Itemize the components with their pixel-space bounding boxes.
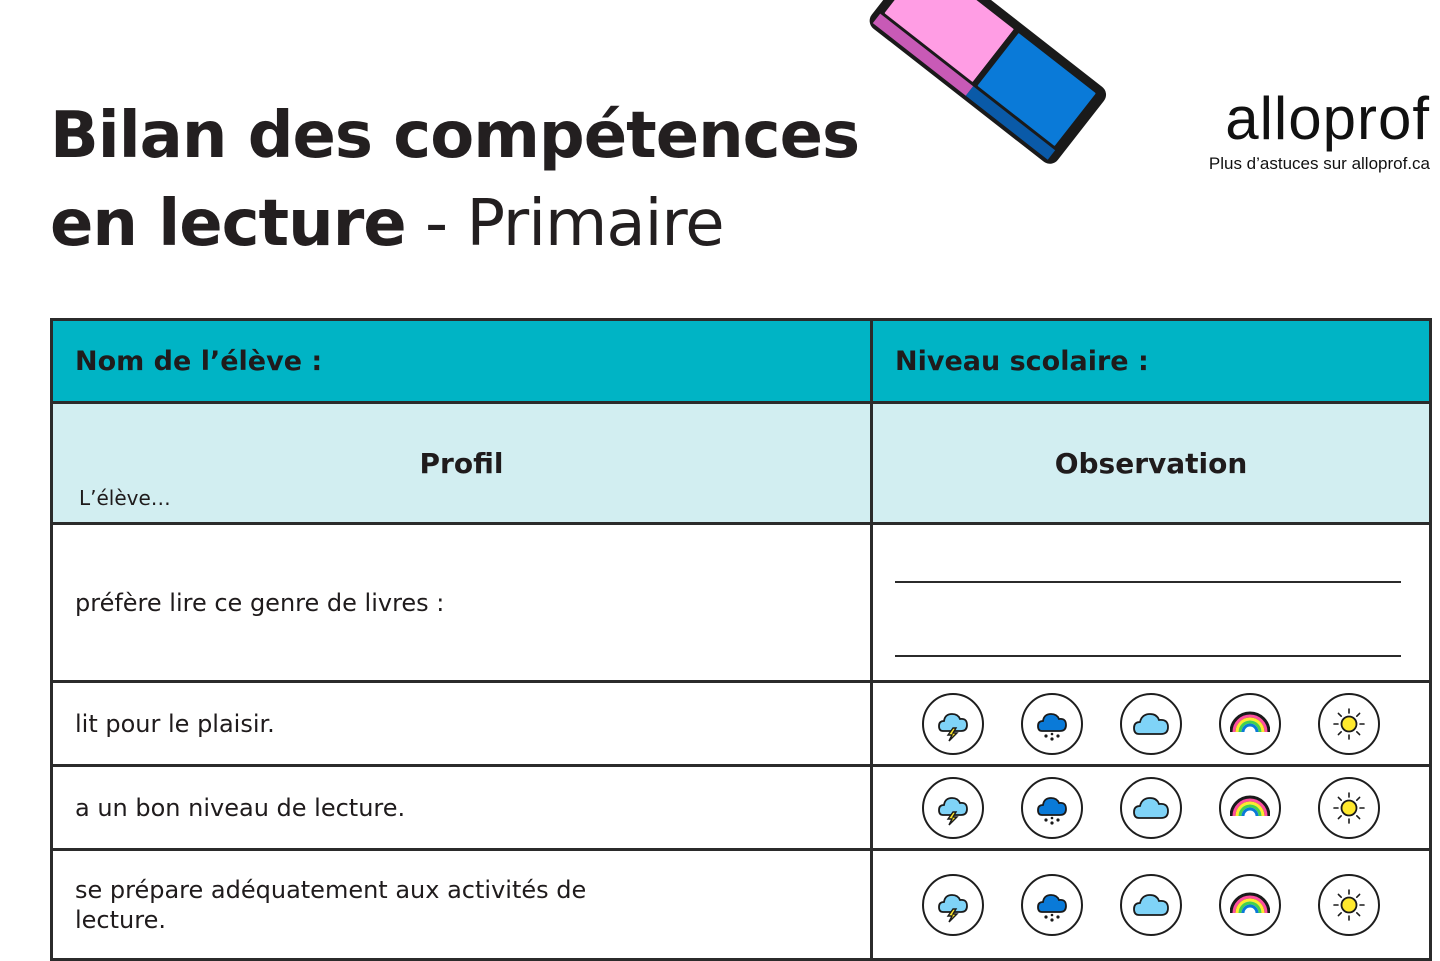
table-row xyxy=(50,767,1432,851)
student-name-label: Nom de l’élève : xyxy=(53,321,873,401)
rain-cloud-icon[interactable] xyxy=(1021,693,1083,755)
profile-heading: Profil xyxy=(419,446,504,480)
table-subheader-row xyxy=(50,404,1432,525)
grade-level-label: Niveau scolaire : xyxy=(895,345,1149,377)
eraser-icon xyxy=(860,0,1130,170)
row-profile-text: a un bon niveau de lecture. xyxy=(53,767,873,848)
competency-table xyxy=(50,318,1432,961)
title-line-2-light: Primaire xyxy=(466,187,724,261)
rainbow-icon[interactable] xyxy=(1219,874,1281,936)
write-line[interactable] xyxy=(895,655,1401,657)
rating-icons xyxy=(873,683,1429,764)
rating-icons xyxy=(873,851,1429,958)
rain-cloud-icon[interactable] xyxy=(1021,777,1083,839)
observation-column-header: Observation xyxy=(1054,446,1248,480)
cloud-icon[interactable] xyxy=(1120,777,1182,839)
title-separator: - xyxy=(405,187,467,261)
row-profile-text: lit pour le plaisir. xyxy=(53,683,873,764)
rating-icons xyxy=(873,767,1429,848)
table-header-row xyxy=(50,318,1432,404)
sun-icon[interactable] xyxy=(1318,874,1380,936)
cloud-icon[interactable] xyxy=(1120,693,1182,755)
write-line[interactable] xyxy=(895,581,1401,583)
storm-icon[interactable] xyxy=(922,693,984,755)
table-row xyxy=(50,525,1432,683)
profile-hint: L’élève… xyxy=(79,486,171,510)
page-title xyxy=(50,92,859,268)
profile-column-header xyxy=(53,404,873,522)
logo-wordmark: alloprof xyxy=(1225,85,1430,152)
title-line-1: Bilan des compétences xyxy=(50,99,860,173)
row-profile-text: préfère lire ce genre de livres : xyxy=(53,525,873,680)
table-row xyxy=(50,683,1432,767)
observation-write-area[interactable] xyxy=(873,525,1429,680)
storm-icon[interactable] xyxy=(922,874,984,936)
cloud-icon[interactable] xyxy=(1120,874,1182,936)
sun-icon[interactable] xyxy=(1318,693,1380,755)
alloprof-logo[interactable] xyxy=(1209,82,1430,174)
table-row xyxy=(50,851,1432,961)
title-line-2-bold: en lecture xyxy=(50,187,406,261)
logo-tagline: Plus d’astuces sur alloprof.ca xyxy=(1208,154,1430,173)
rainbow-icon[interactable] xyxy=(1219,777,1281,839)
sun-icon[interactable] xyxy=(1318,777,1380,839)
rain-cloud-icon[interactable] xyxy=(1021,874,1083,936)
storm-icon[interactable] xyxy=(922,777,984,839)
rainbow-icon[interactable] xyxy=(1219,693,1281,755)
row-profile-text: se prépare adéquatement aux activités de lecture. xyxy=(53,851,873,958)
